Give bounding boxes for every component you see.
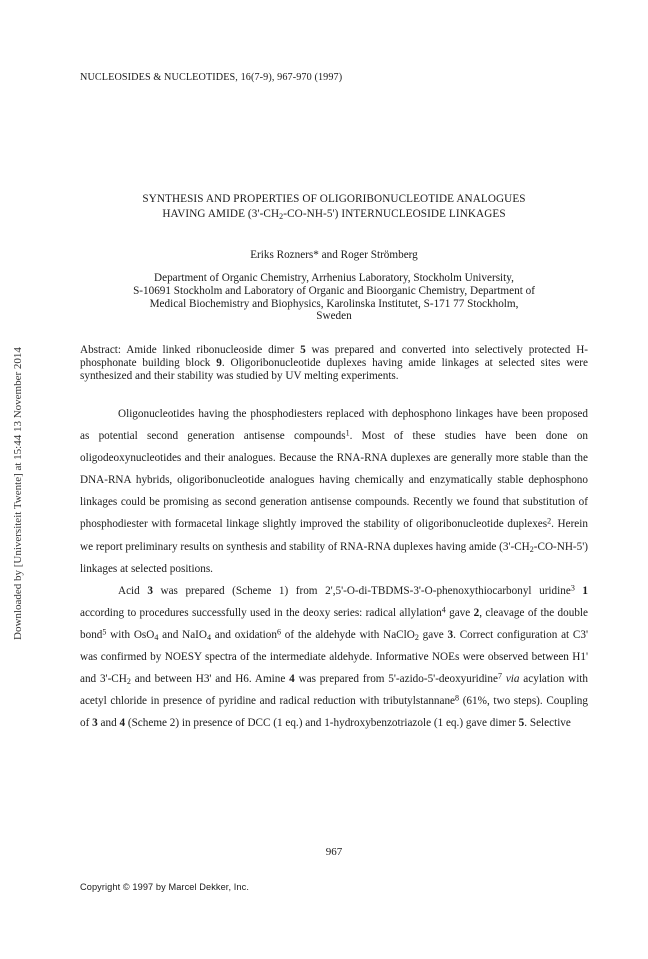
affiliation-line-1: Department of Organic Chemistry, Arrhenius Laboratory, Stockholm University, xyxy=(154,272,514,284)
affiliation-line-2: S-10691 Stockholm and Laboratory of Organic and Bioorganic Chemistry, Department of xyxy=(133,284,535,297)
affiliation-line-3: Medical Biochemistry and Biophysics, Karolinska Institutet, S-171 77 Stockholm, xyxy=(149,297,519,310)
copyright-notice: Copyright © 1997 by Marcel Dekker, Inc. xyxy=(80,882,249,892)
download-stamp: Downloaded by [Universiteit Twente] at 15:44 13 November 2014 xyxy=(12,347,24,640)
title-line-2: HAVING AMIDE $(3'-CH_2-CO-NH-5')$ INTERNUCLEOSIDE LINKAGES xyxy=(162,208,506,222)
paragraph-1: Oligonucleotides having the phosphodiesters replaced with dephosphono linkages have been proposed as potential second generation antisense compounds$^1$. Most of these studies have been done on oligodeoxynucleotides and their analogues. Because the RNA-RNA duplexes are generally more stable than the DNA-RNA hybrids, oligoribonucleotide analogues having chemically and enzymatically stable dephosphono linkages could be promising as second generation antisense compounds. Recently we found that substitution of phosphodiester with formacetal linkage slightly improved the stability of oligoribonucleotide duplexes$^2$. Herein we report preliminary results on synthesis and stability of RNA-RNA duplexes having amide $(3'-CH_2-CO-NH-5')$ linkages at selected positions. xyxy=(80,408,588,575)
authors: Eriks Rozners* and Roger Strömberg xyxy=(250,249,418,261)
journal-header: NUCLEOSIDES & NUCLEOTIDES, 16(7-9), 967-970 (1997) xyxy=(80,72,343,83)
paper-title xyxy=(80,192,588,222)
page-number: 967 xyxy=(325,846,343,858)
affiliation xyxy=(80,272,588,323)
title-line-1: SYNTHESIS AND PROPERTIES OF OLIGORIBONUCLEOTIDE ANALOGUES xyxy=(142,193,526,205)
abstract: Abstract: Amide linked ribonucleoside dimer 5 was prepared and converted into selectively protected H-phosphonate building block 9. Oligoribonucleotide duplexes having amide linkages at selected sites were synthesized and their stability was studied by UV melting experiments. xyxy=(80,344,589,382)
affiliation-line-4: Sweden xyxy=(316,310,352,323)
body-text xyxy=(80,403,588,734)
paragraph-2: Acid 3 was prepared (Scheme 1) from 2',5'-O-di-TBDMS-3'-O-phenoxythiocarbonyl uridine$^3$ 1 according to procedures successfully used in the deoxy series: radical allylation$^4$ gave 2, cleavage of the double bond$^5$ with OsO$_4$ and NaIO$_4$ and oxidation$^6$ of the aldehyde with NaClO$_2$ gave 3. Correct configuration at C3' was confirmed by NOESY spectra of the intermediate aldehyde. Informative NOEs were observed between H1' and $3'-CH_2$ and between H3' and H6. Amine 4 was prepared from 5'-azido-5'-deoxyuridine$^7$ via acylation with acetyl chloride in presence of pyridine and radical reduction with tributylstannane$^8$ (61%, two steps). Coupling of 3 and 4 (Scheme 2) in presence of DCC (1 eq.) and 1-hydroxybenzotriazole (1 eq.) gave dimer 5. Selective xyxy=(80,583,589,730)
